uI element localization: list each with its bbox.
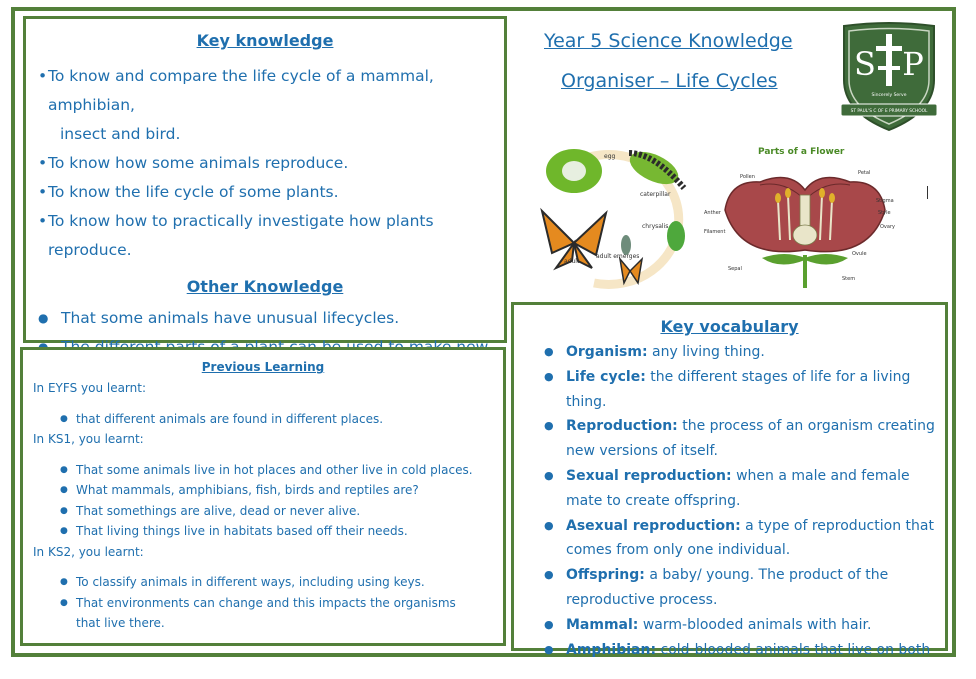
eyfs-intro: In EYFS you learnt: <box>33 381 147 395</box>
list-item: ● That some animals live in hot places and other live in cold places. <box>33 460 503 481</box>
list-item: • To know and compare the life cycle of a mammal, amphibian, <box>38 62 494 120</box>
list-item: ● Amphibian: cold-blooded animals that live on both <box>544 638 937 663</box>
svg-text:egg: egg <box>604 153 616 160</box>
bullet-icon: ● <box>60 577 68 587</box>
bullet-icon: ● <box>544 345 554 358</box>
list-item: ● That some animals have unusual lifecycles. <box>38 304 504 333</box>
svg-text:Filament: Filament <box>704 229 726 235</box>
svg-text:Ovule: Ovule <box>852 251 867 257</box>
list-item: ● Offspring: a baby/ young. The product of the reproductive process. <box>544 563 937 613</box>
bullet-icon: ● <box>544 518 554 532</box>
bullet-icon: ● <box>544 617 554 631</box>
list-item: ● That living things live in habitats based off their needs. <box>33 521 503 542</box>
school-logo <box>838 20 940 132</box>
ks1-list <box>33 460 503 542</box>
svg-text:Sepal: Sepal <box>728 266 742 272</box>
key-vocabulary-heading: Key vocabulary <box>660 317 799 336</box>
list-item: ● Mammal: warm-blooded animals with hair. <box>544 613 937 638</box>
svg-text:chrysalis: chrysalis <box>642 223 669 230</box>
svg-text:Petal: Petal <box>858 170 871 176</box>
list-item: ● Reproduction: the process of an organism creating new versions of itself. <box>544 414 937 464</box>
key-knowledge-panel <box>23 16 507 343</box>
bullet-icon: • <box>38 154 48 172</box>
svg-text:Stem: Stem <box>842 276 856 282</box>
key-knowledge-list <box>26 62 504 265</box>
previous-learning-panel <box>20 347 506 646</box>
bullet-icon: • <box>38 183 48 201</box>
bullet-icon: ● <box>38 311 49 325</box>
list-item: ● That environments can change and this impacts the organisms that live there. <box>33 593 503 634</box>
butterfly-life-cycle-image <box>534 133 714 293</box>
bullet-icon: ● <box>544 642 554 656</box>
bullet-icon: ● <box>544 568 554 582</box>
ks2-list <box>33 572 503 634</box>
ks1-intro: In KS1, you learnt: <box>33 432 144 446</box>
page-title-line-2: Organiser – Life Cycles <box>561 70 778 92</box>
vocabulary-list <box>514 340 945 662</box>
bullet-icon: ● <box>544 369 554 383</box>
list-item: • To know the life cycle of some plants. <box>38 178 494 207</box>
text-cursor <box>927 186 928 199</box>
bullet-icon: ● <box>60 526 68 536</box>
svg-text:Parts of a Flower: Parts of a Flower <box>758 147 845 157</box>
svg-text:Pollen: Pollen <box>740 174 755 180</box>
svg-text:Stigma: Stigma <box>876 198 894 204</box>
svg-text:S: S <box>854 45 876 83</box>
svg-text:Style: Style <box>878 210 891 216</box>
svg-text:Ovary: Ovary <box>880 224 895 230</box>
eyfs-list <box>33 409 503 430</box>
cross-shield-icon <box>886 34 892 86</box>
page-title-line-1: Year 5 Science Knowledge <box>544 30 793 52</box>
svg-text:ST PAUL'S C OF E PRIMARY SCHOO: ST PAUL'S C OF E PRIMARY SCHOOL <box>850 109 928 114</box>
list-item: ● That somethings are alive, dead or never alive. <box>33 501 503 522</box>
other-knowledge-heading: Other Knowledge <box>186 277 344 296</box>
svg-text:Anther: Anther <box>704 210 721 216</box>
bullet-icon: ● <box>60 413 68 424</box>
ks2-intro: In KS2, you learnt: <box>33 544 144 559</box>
svg-text:caterpillar: caterpillar <box>640 191 671 198</box>
bullet-icon: ● <box>60 464 68 475</box>
list-item: ● What mammals, amphibians, fish, birds and reptiles are? <box>33 480 503 501</box>
list-item: ● Organism: any living thing. <box>544 340 937 365</box>
list-item: ● Life cycle: the different stages of life for a living thing. <box>544 365 937 415</box>
svg-text:Sincerely Serve: Sincerely Serve <box>871 93 907 98</box>
bullet-icon: • <box>38 212 48 230</box>
list-item: ● Sexual reproduction: when a male and female mate to create offspring. <box>544 464 937 514</box>
bullet-icon: ● <box>60 597 68 608</box>
svg-text:adult: adult <box>564 258 580 265</box>
key-vocabulary-panel <box>511 302 948 658</box>
bullet-icon: ● <box>544 468 554 482</box>
list-item: • To know how some animals reproduce. <box>38 149 494 178</box>
parts-of-flower-image <box>700 140 910 290</box>
list-item: ● Asexual reproduction: a type of reproduction that comes from only one individual. <box>544 514 937 564</box>
list-item: insect and bird. <box>60 125 181 143</box>
list-item: • To know how to practically investigate how plants reproduce. <box>38 207 494 265</box>
bullet-icon: ● <box>60 485 68 495</box>
list-item: ● that different animals are found in different places. <box>33 409 503 430</box>
bullet-icon: • <box>38 67 48 85</box>
list-item: ● To classify animals in different ways, including using keys. <box>33 572 503 593</box>
previous-learning-heading: Previous Learning <box>201 360 325 374</box>
bullet-icon: ● <box>60 505 68 516</box>
key-knowledge-heading: Key knowledge <box>196 31 334 50</box>
svg-text:adult emerges: adult emerges <box>596 253 640 260</box>
bullet-icon: ● <box>544 419 554 433</box>
svg-text:P: P <box>902 45 924 83</box>
